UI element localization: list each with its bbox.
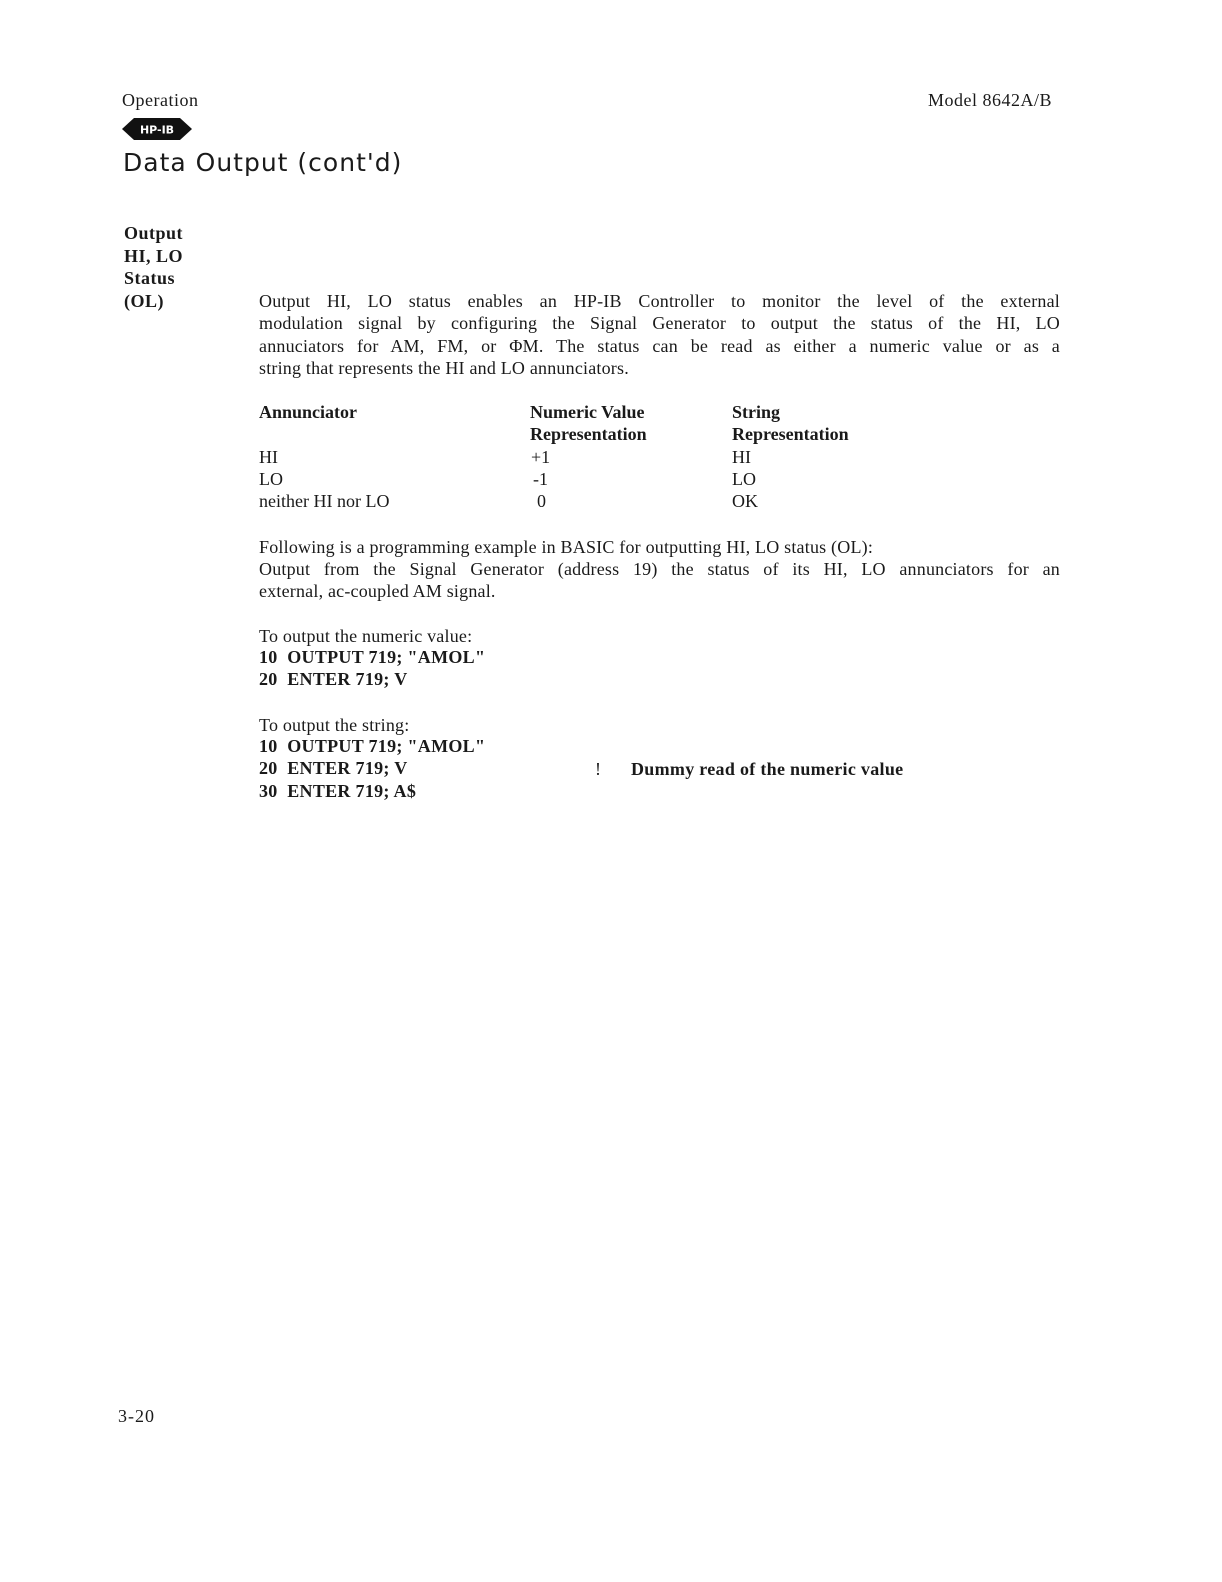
numeric-example-intro: To output the numeric value:	[259, 626, 473, 646]
sidebar-line: Status	[124, 268, 176, 288]
table-cell-annunciator: neither HI nor LO	[259, 491, 390, 511]
model-label: Model 8642A/B	[928, 90, 1053, 110]
example-line: Output from the Signal Generator (address 19) the status of its HI, LO annunciators for an	[259, 559, 1060, 579]
table-header-string: String	[732, 402, 781, 422]
page-title: Data Output (cont'd)	[123, 148, 403, 177]
code-line	[259, 647, 485, 668]
code-line-number: 10	[259, 647, 278, 667]
table-cell-string: LO	[732, 469, 756, 489]
code-line-number: 20	[259, 669, 278, 689]
intro-line: Output HI, LO status enables an HP-IB Controller to monitor the level of the external	[259, 291, 1060, 311]
code-comment-mark: !	[595, 759, 602, 779]
table-header-numeric-sub: Representation	[530, 424, 647, 444]
table-header-string-sub: Representation	[732, 424, 849, 444]
code-statement: ENTER 719; A$	[287, 781, 417, 801]
table-cell-numeric: -1	[533, 469, 548, 489]
string-example-intro: To output the string:	[259, 715, 410, 735]
section-label: Operation	[122, 90, 199, 110]
code-statement: OUTPUT 719; "AMOL"	[287, 647, 486, 667]
hp-ib-logo-icon	[122, 117, 192, 141]
table-cell-string: HI	[732, 447, 751, 467]
intro-line: annuciators for AM, FM, or ΦM. The status can be read as either a numeric value or as a	[259, 335, 1060, 356]
example-line: external, ac-coupled AM signal.	[259, 581, 496, 601]
table-cell-numeric: 0	[537, 491, 546, 511]
code-statement: ENTER 719; V	[287, 669, 408, 689]
intro-line: modulation signal by configuring the Signal Generator to output the status of the HI, LO	[259, 313, 1060, 334]
code-line-number: 30	[259, 781, 278, 801]
table-cell-numeric: +1	[531, 447, 551, 467]
code-line-number: 10	[259, 736, 278, 756]
table-cell-string: OK	[732, 491, 758, 511]
code-line	[259, 758, 408, 779]
example-line: Following is a programming example in BASIC for outputting HI, LO status (OL):	[259, 537, 874, 557]
table-header-numeric: Numeric Value	[530, 402, 645, 422]
code-comment: Dummy read of the numeric value	[631, 759, 904, 779]
code-line	[259, 669, 408, 690]
code-line	[259, 736, 485, 757]
intro-line: string that represents the HI and LO annunciators.	[259, 357, 629, 378]
table-cell-annunciator: LO	[259, 469, 283, 489]
sidebar-line: Output	[124, 223, 184, 243]
code-line-number: 20	[259, 758, 278, 778]
code-line	[259, 781, 416, 802]
sidebar-line: (OL)	[124, 290, 164, 311]
page-number: 3-20	[118, 1406, 155, 1426]
code-statement: ENTER 719; V	[287, 758, 408, 778]
intro-paragraph	[259, 290, 1060, 379]
sidebar-line: HI, LO	[124, 245, 184, 266]
table-cell-annunciator: HI	[259, 447, 278, 467]
hp-ib-logo-text: HP-IB	[139, 123, 175, 137]
topic-sidebar-heading	[124, 222, 183, 312]
code-statement: OUTPUT 719; "AMOL"	[287, 736, 486, 756]
table-header-annunciator: Annunciator	[259, 402, 358, 422]
